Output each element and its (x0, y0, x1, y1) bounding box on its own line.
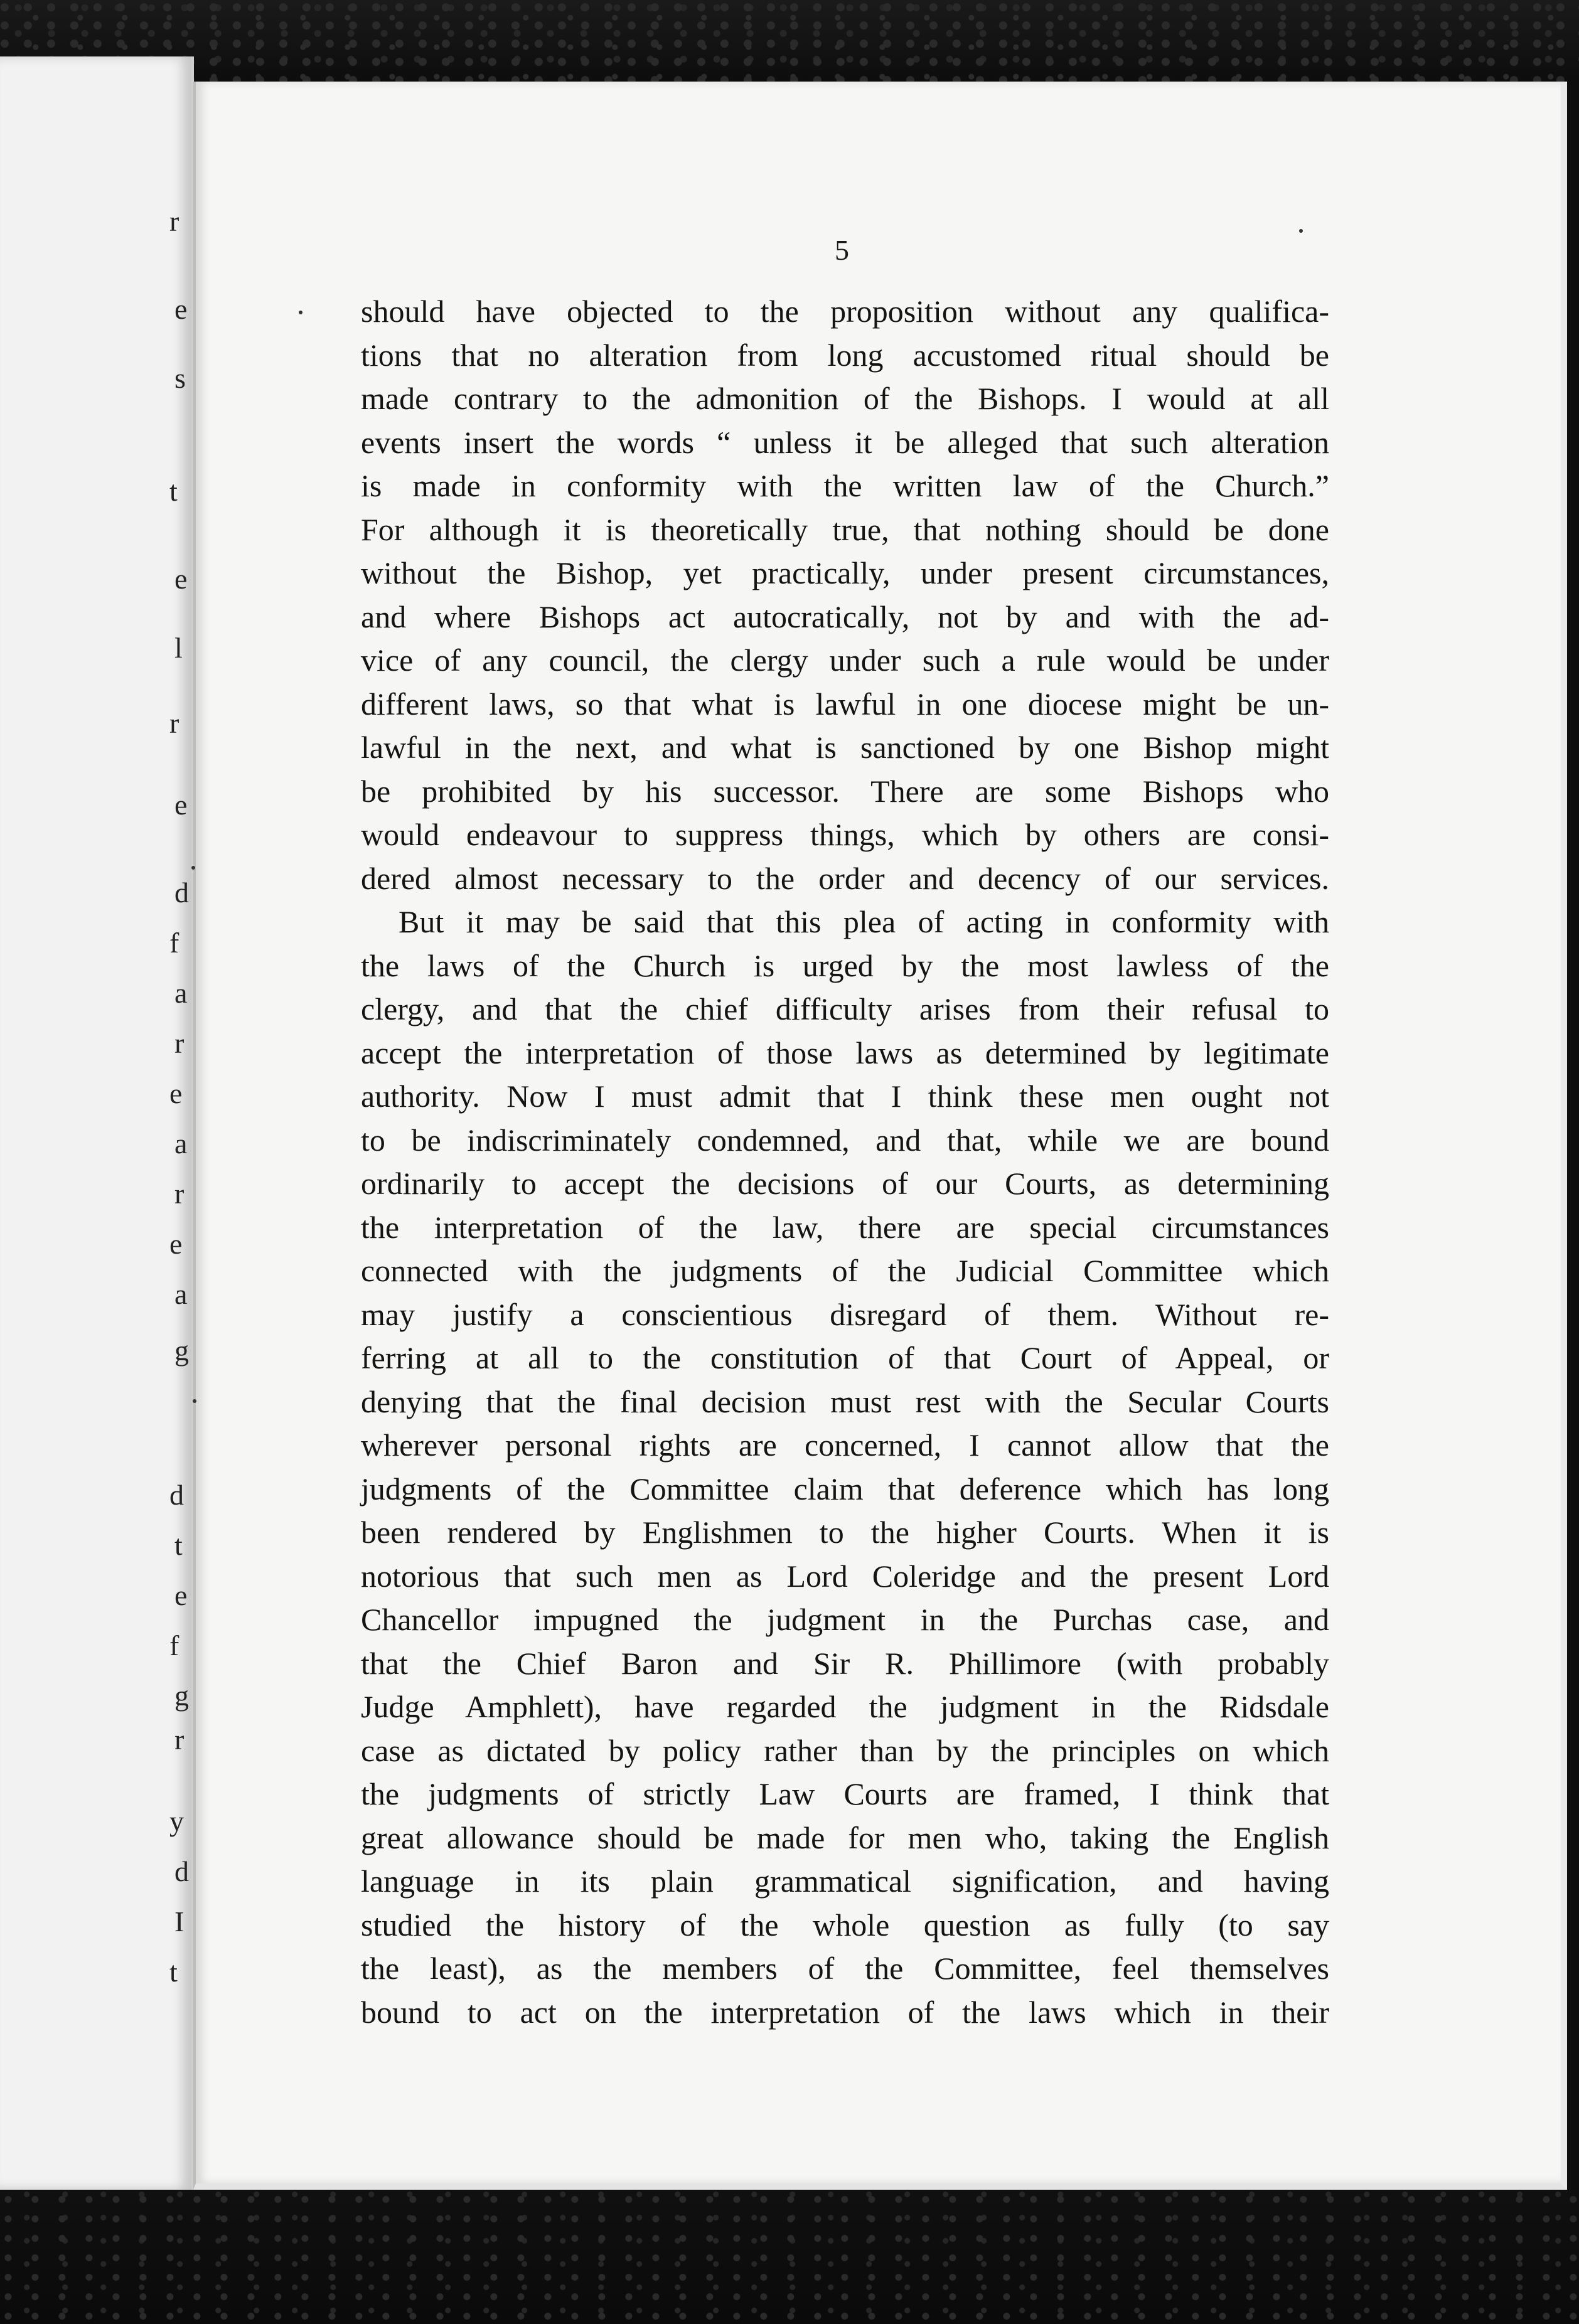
facing-page-glyph: t (169, 1956, 178, 1988)
facing-page-glyph: I (174, 1906, 185, 1938)
text-line: the laws of the Church is urged by the most lawless of the (361, 947, 1329, 983)
facing-page-glyph: r (169, 707, 179, 739)
text-line: that the Chief Baron and Sir R. Phillimore (with probably (361, 1645, 1329, 1681)
facing-page-glyph: s (174, 362, 186, 394)
facing-page-glyph: e (174, 293, 188, 325)
text-line: the interpretation of the law, there are special circumstances (361, 1209, 1329, 1245)
text-line: would endeavour to suppress things, which by others are consi- (361, 817, 1329, 852)
text-line: authority. Now I must admit that I think these men ought not (361, 1079, 1329, 1114)
text-line: the judgments of strictly Law Courts are framed, I think that (361, 1776, 1329, 1811)
text-line: wherever personal rights are concerned, I cannot allow that the (361, 1427, 1329, 1463)
scan-background-top (0, 0, 1579, 82)
text-line: bound to act on the interpretation of the laws which in their (361, 1994, 1329, 2030)
text-line: been rendered by Englishmen to the higher Courts. When it is (361, 1515, 1329, 1550)
scan-background-bottom (0, 2190, 1579, 2324)
text-line: great allowance should be made for men who, taking the English (361, 1820, 1329, 1855)
text-line: Judge Amphlett), have regarded the judgment in the Ridsdale (361, 1689, 1329, 1724)
ink-speck (193, 1399, 196, 1403)
facing-page-glyph: t (169, 475, 178, 507)
facing-page-glyph: g (174, 1680, 189, 1712)
text-line: without the Bishop, yet practically, under present circumstances, (361, 555, 1329, 590)
page-number: 5 (835, 234, 849, 266)
text-line: case as dictated by policy rather than by the principles on which (361, 1732, 1329, 1768)
facing-page-glyph: t (174, 1529, 183, 1561)
text-line: language in its plain grammatical signification, and having (361, 1863, 1329, 1899)
facing-page-glyph: e (174, 789, 188, 821)
text-line: the least), as the members of the Committee, feel themselves (361, 1951, 1329, 1986)
text-line: For although it is theoretically true, that nothing should be done (361, 511, 1329, 547)
facing-page-glyph: e (169, 1228, 183, 1260)
text-line: made contrary to the admonition of the Bishops. I would at all (361, 381, 1329, 416)
facing-page-glyph: r (169, 205, 179, 237)
text-line: should have objected to the proposition without any qualifica- (361, 294, 1329, 329)
text-line: studied the history of the whole question as fully (to say (361, 1907, 1329, 1943)
text-line: vice of any council, the clergy under such a rule would be under (361, 642, 1329, 678)
text-line: accept the interpretation of those laws as determined by legitimate (361, 1035, 1329, 1070)
facing-page-glyph: d (174, 1855, 189, 1887)
text-line: Chancellor impugned the judgment in the Purchas case, and (361, 1602, 1329, 1637)
text-line: tions that no alteration from long accustomed ritual should be (361, 337, 1329, 373)
facing-page-glyph: f (169, 927, 179, 959)
text-line: be prohibited by his successor. There are some Bishops who (361, 773, 1329, 809)
body-text (361, 290, 1329, 2034)
facing-page-glyph: r (174, 1724, 185, 1756)
text-line: dered almost necessary to the order and decency of our services. (361, 860, 1329, 896)
text-line: But it may be said that this plea of acting in conformity with (399, 904, 1329, 939)
text-line: connected with the judgments of the Judicial Committee which (361, 1253, 1329, 1288)
text-line: clergy, and that the chief difficulty arises from their refusal to (361, 991, 1329, 1026)
facing-page-glyph: g (174, 1335, 189, 1367)
text-line: ordinarily to accept the decisions of our Courts, as determining (361, 1166, 1329, 1201)
facing-page-glyph: r (174, 1027, 185, 1059)
facing-page-edge (0, 56, 194, 2190)
facing-page-glyph: e (174, 563, 188, 595)
facing-page-glyph: e (169, 1077, 183, 1109)
ink-speck (299, 311, 302, 314)
ink-speck (1299, 229, 1303, 233)
text-line: different laws, so that what is lawful in one diocese might be un- (361, 686, 1329, 722)
text-line: and where Bishops act autocratically, not by and with the ad- (361, 599, 1329, 634)
text-line: judgments of the Committee claim that deference which has long (361, 1471, 1329, 1506)
text-line: ferring at all to the constitution of that Court of Appeal, or (361, 1340, 1329, 1375)
facing-page-glyph: a (174, 1278, 188, 1310)
facing-page-glyph: d (174, 877, 189, 909)
facing-page-glyph: l (174, 632, 183, 664)
text-line: denying that the final decision must rest with the Secular Courts (361, 1383, 1329, 1419)
facing-page-glyph: e (174, 1579, 188, 1611)
facing-page-glyph: r (174, 1178, 185, 1210)
facing-page-glyph: a (174, 977, 188, 1009)
text-line: lawful in the next, and what is sanctioned by one Bishop might (361, 730, 1329, 765)
text-line: to be indiscriminately condemned, and that, while we are bound (361, 1122, 1329, 1158)
text-line: events insert the words “ unless it be alleged that such alteration (361, 424, 1329, 460)
facing-page-glyph: f (169, 1629, 179, 1661)
text-line: notorious that such men as Lord Coleridge and the present Lord (361, 1558, 1329, 1594)
text-line: may justify a conscientious disregard of them. Without re- (361, 1296, 1329, 1332)
text-line: is made in conformity with the written law of the Church.” (361, 468, 1329, 503)
facing-page-glyph: a (174, 1127, 188, 1159)
facing-page-glyph: d (169, 1479, 184, 1511)
facing-page-glyph: y (169, 1805, 184, 1837)
ink-speck (191, 866, 195, 870)
